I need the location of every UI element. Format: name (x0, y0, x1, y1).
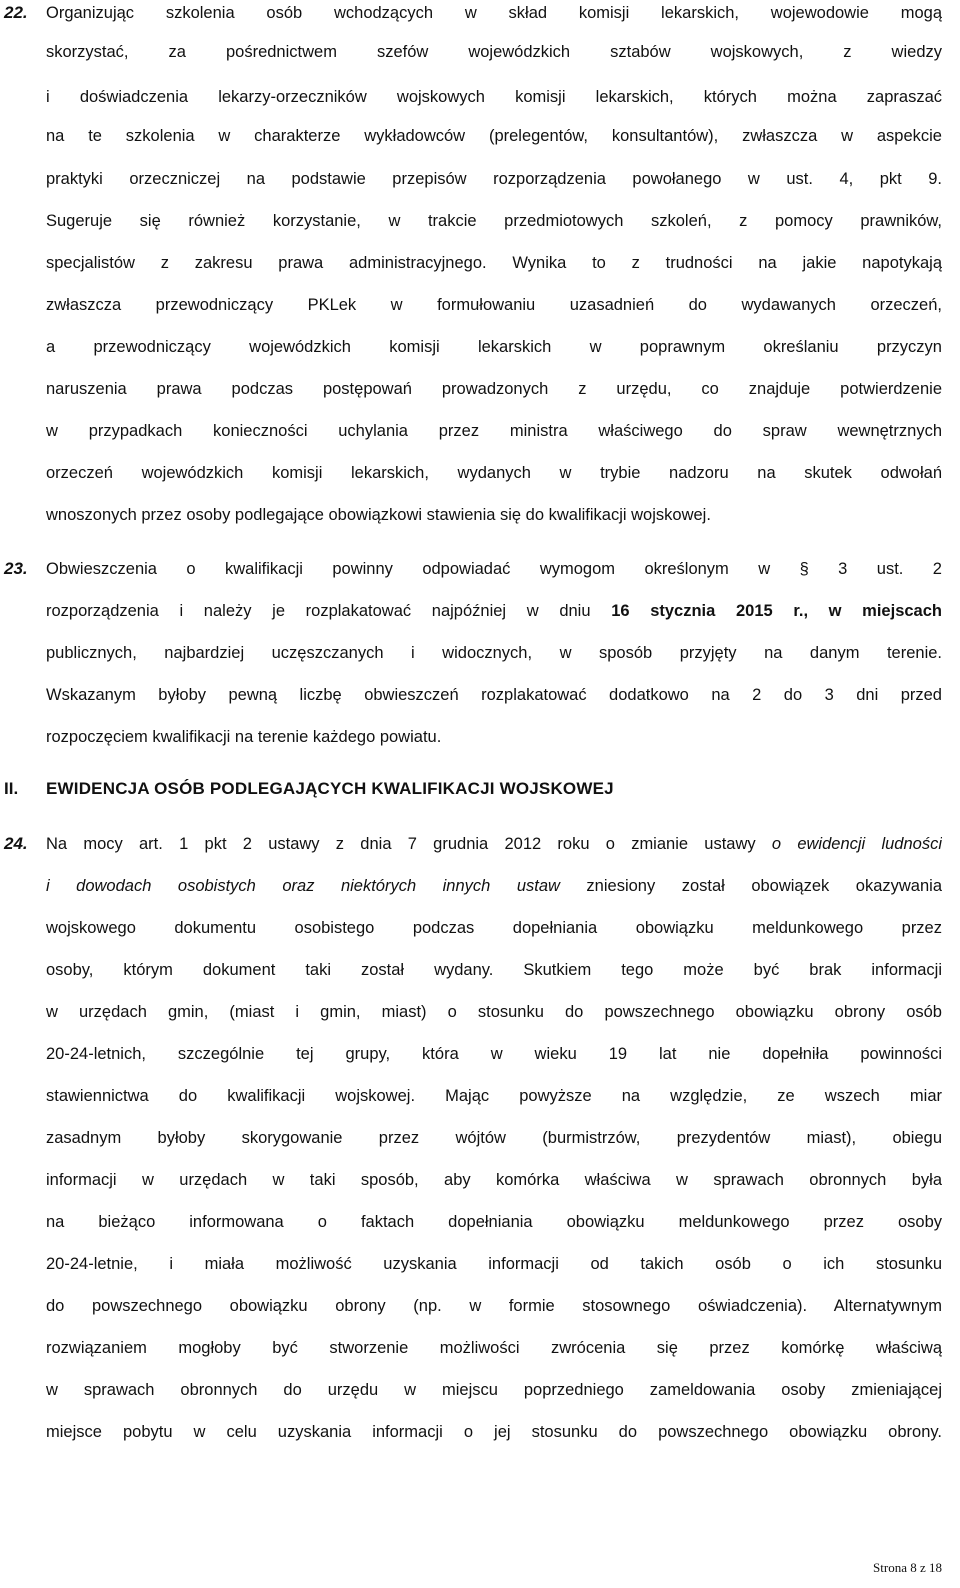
text-line: Sugeruje się również korzystanie, w trakcie przedmiotowych szkoleń, z pomocy prawników, (46, 212, 942, 230)
text-line: orzeczeń wojewódzkich komisji lekarskich, wydanych w trybie nadzoru na skutek odwołań (46, 464, 942, 482)
text-line: zasadnym byłoby skorygowanie przez wójtów (burmistrzów, prezydentów miast), obiegu (46, 1129, 942, 1147)
text-span: Na mocy art. 1 pkt 2 ustawy z dnia 7 grudnia 2012 roku o zmianie ustawy (46, 835, 772, 853)
text-line: w urzędach gmin, (miast i gmin, miast) o stosunku do powszechnego obowiązku obrony osób (46, 1003, 942, 1021)
text-line-with-date (46, 596, 942, 626)
paragraph-number-23: 23. (4, 559, 28, 578)
deadline-date: 16 stycznia 2015 r. (611, 602, 804, 620)
text-span: zniesiony został obowiązek okazywania (559, 877, 942, 895)
text-line: na te szkolenia w charakterze wykładowców (prelegentów, konsultantów), zwłaszcza w aspekcie (46, 127, 942, 145)
text-line: osoby, którym dokument taki został wydany. Skutkiem tego może być brak informacji (46, 961, 942, 979)
text-span: , w miejscach (803, 602, 942, 620)
law-title-italic: o ewidencji ludności (771, 835, 942, 853)
text-line: specjalistów z zakresu prawa administracyjnego. Wynika to z trudności na jakie napotykają (46, 254, 942, 272)
text-line: Wskazanym byłoby pewną liczbę obwieszczeń rozplakatować dodatkowo na 2 do 3 dni przed (46, 686, 942, 704)
text-line: publicznych, najbardziej uczęszczanych i widocznych, w sposób przyjęty na danym terenie. (46, 644, 942, 662)
paragraph-number-24: 24. (4, 834, 28, 853)
text-line: na bieżąco informowana o faktach dopełniania obowiązku meldunkowego przez osoby (46, 1213, 942, 1231)
text-line: Obwieszczenia o kwalifikacji powinny odpowiadać wymogom określonym w § 3 ust. 2 (46, 560, 942, 578)
law-title-italic: i dowodach osobistych oraz niektórych innych ustaw (46, 877, 560, 895)
text-line: a przewodniczący wojewódzkich komisji lekarskich w poprawnym określaniu przyczyn (46, 338, 942, 356)
text-line: naruszenia prawa podczas postępowań prowadzonych z urzędu, co znajduje potwierdzenie (46, 380, 942, 398)
text-line: praktyki orzeczniczej na podstawie przepisów rozporządzenia powołanego w ust. 4, pkt 9. (46, 170, 942, 188)
text-line-with-citation (46, 829, 942, 859)
text-line: informacji w urzędach w taki sposób, aby komórka właściwa w sprawach obronnych była (46, 1171, 942, 1189)
text-line: i doświadczenia lekarzy-orzeczników wojskowych komisji lekarskich, których można zapraszać (46, 88, 942, 106)
text-line: wnoszonych przez osoby podlegające obowiązkowi stawienia się do kwalifikacji wojskowej. (46, 506, 711, 524)
text-line: 20-24-letnie, i miała możliwość uzyskania informacji od takich osób o ich stosunku (46, 1255, 942, 1273)
text-line: do powszechnego obowiązku obrony (np. w formie stosownego oświadczenia). Alternatywnym (46, 1297, 942, 1315)
text-line-with-citation (46, 871, 942, 901)
text-line: rozwiązaniem mogłoby być stworzenie możliwości zwrócenia się przez komórkę właściwą (46, 1339, 942, 1357)
text-line: zwłaszcza przewodniczący PKLek w formułowaniu uzasadnień do wydawanych orzeczeń, (46, 296, 942, 314)
page-number-footer: Strona 8 z 18 (873, 1560, 942, 1575)
text-line: 20-24-letnich, szczególnie tej grupy, która w wieku 19 lat nie dopełniła powinności (46, 1045, 942, 1063)
text-line: w przypadkach konieczności uchylania przez ministra właściwego do spraw wewnętrznych (46, 422, 942, 440)
paragraph-number-22: 22. (4, 3, 28, 22)
section-heading: EWIDENCJA OSÓB PODLEGAJĄCYCH KWALIFIKACJI WOJSKOWEJ (46, 779, 614, 798)
text-line: Organizując szkolenia osób wchodzących w skład komisji lekarskich, wojewodowie mogą (46, 4, 942, 22)
text-line: rozpoczęciem kwalifikacji na terenie każdego powiatu. (46, 728, 442, 746)
text-span: rozporządzenia i należy je rozplakatować najpóźniej w dniu (46, 602, 612, 620)
section-number: II. (4, 779, 19, 798)
text-line: stawiennictwa do kwalifikacji wojskowej. Mając powyższe na względzie, ze wszech miar (46, 1087, 942, 1105)
text-line: w sprawach obronnych do urzędu w miejscu poprzedniego zameldowania osoby zmieniającej (46, 1381, 942, 1399)
text-line: skorzystać, za pośrednictwem szefów wojewódzkich sztabów wojskowych, z wiedzy (46, 43, 942, 61)
text-line: miejsce pobytu w celu uzyskania informacji o jej stosunku do powszechnego obowiązku obrony. (46, 1423, 942, 1441)
text-line: wojskowego dokumentu osobistego podczas dopełniania obowiązku meldunkowego przez (46, 919, 942, 937)
